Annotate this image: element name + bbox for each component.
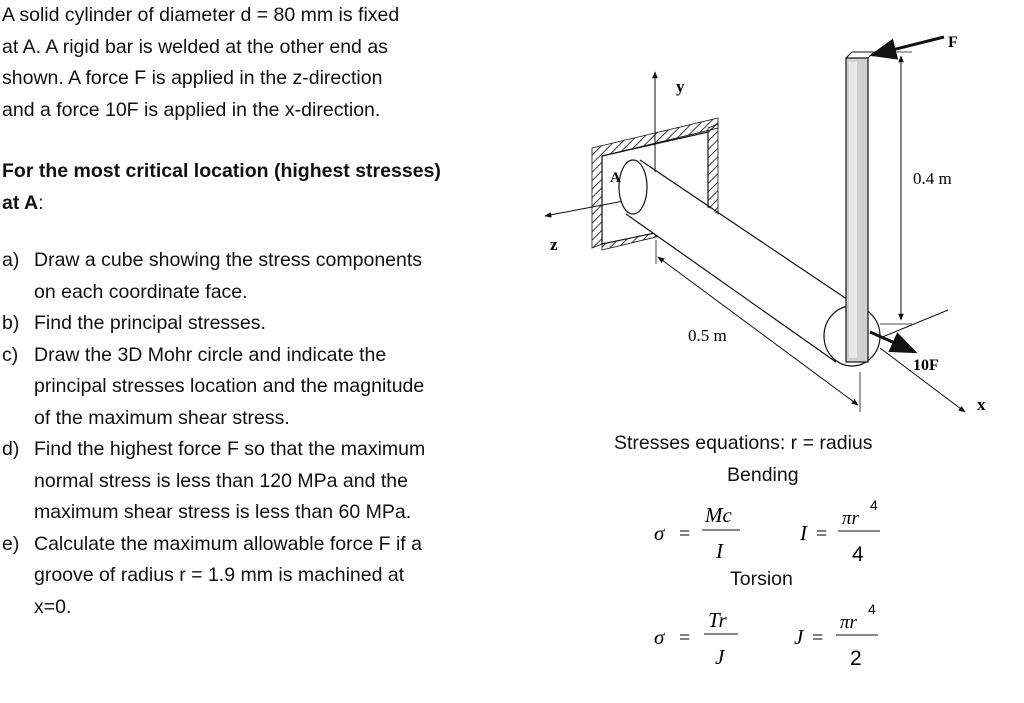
- question-line: Find the principal stresses.: [34, 312, 266, 334]
- label-y-axis: y: [676, 77, 685, 96]
- label-x-axis: x: [977, 395, 986, 414]
- question-line: principal stresses location and the magnitude: [34, 375, 425, 397]
- numerator-mc: Mc: [705, 503, 732, 527]
- question-line: of the maximum shear stress.: [34, 406, 290, 429]
- question-line: normal stress is less than 120 MPa and the: [34, 469, 408, 492]
- equals-sign: =: [812, 627, 824, 649]
- question-line: maximum shear stress is less than 60 MPa.: [34, 501, 412, 523]
- label-a: A: [610, 170, 621, 186]
- bending-heading: Bending: [727, 464, 799, 486]
- moment-of-inertia-equation: [799, 497, 880, 566]
- denominator-4: 4: [852, 543, 864, 566]
- label-force-f: F: [948, 34, 958, 51]
- critical-location-at-a: at A: [2, 191, 39, 214]
- sigma-symbol: σ: [654, 521, 665, 545]
- question-line: on each coordinate face.: [34, 280, 248, 303]
- j-symbol: J: [794, 625, 804, 649]
- label-dim-0.4m: 0.4 m: [913, 169, 952, 188]
- bending-stress-equation: [654, 503, 740, 563]
- question-label: c): [2, 343, 19, 366]
- question-label: a): [2, 249, 20, 271]
- sigma-symbol: σ: [654, 625, 665, 649]
- question-label: e): [2, 532, 20, 555]
- intro-line-3: shown. A force F is applied in the z-direction: [2, 67, 383, 89]
- critical-location-colon: :: [38, 191, 44, 214]
- intro-line-1: A solid cylinder of diameter d = 80 mm is fixed: [2, 4, 400, 26]
- denominator-i: I: [716, 539, 723, 563]
- exponent-4: 4: [868, 601, 876, 617]
- numerator-pi-r: πr: [842, 508, 859, 529]
- question-line: Draw a cube showing the stress components: [34, 249, 423, 271]
- torsion-stress-equation: [654, 608, 738, 669]
- intro-line-2: at A. A rigid bar is welded at the other end as: [2, 35, 388, 58]
- i-symbol: I: [800, 521, 807, 545]
- equals-sign: =: [816, 523, 828, 545]
- polar-moment-equation: [794, 601, 878, 670]
- label-force-10f: 10F: [913, 357, 939, 374]
- question-line: Draw the 3D Mohr circle and indicate the: [34, 343, 387, 366]
- solid-cylinder: [619, 160, 880, 366]
- question-line: x=0.: [34, 595, 72, 618]
- exponent-4: 4: [870, 497, 878, 513]
- dimension-0.4m: [874, 52, 912, 324]
- intro-line-4: and a force 10F is applied in the x-direction.: [2, 98, 381, 121]
- equals-sign: =: [679, 523, 691, 545]
- numerator-pi-r: πr: [840, 612, 857, 633]
- question-label: b): [2, 312, 20, 334]
- denominator-2: 2: [850, 647, 862, 670]
- label-dim-0.5m: 0.5 m: [688, 326, 727, 345]
- equations-header: Stresses equations: r = radius: [614, 432, 873, 454]
- question-line: Calculate the maximum allowable force F if a: [34, 532, 422, 555]
- equals-sign: =: [679, 627, 691, 649]
- numerator-tr: Tr: [708, 608, 727, 632]
- question-line: Find the highest force F so that the maximum: [34, 438, 426, 460]
- question-line: groove of radius r = 1.9 mm is machined at: [34, 564, 405, 586]
- torsion-heading: Torsion: [730, 568, 793, 590]
- critical-location-heading: For the most critical location (highest stresses): [2, 160, 441, 182]
- label-z-axis: z: [550, 235, 558, 254]
- denominator-j: J: [715, 645, 725, 669]
- question-label: d): [2, 438, 20, 460]
